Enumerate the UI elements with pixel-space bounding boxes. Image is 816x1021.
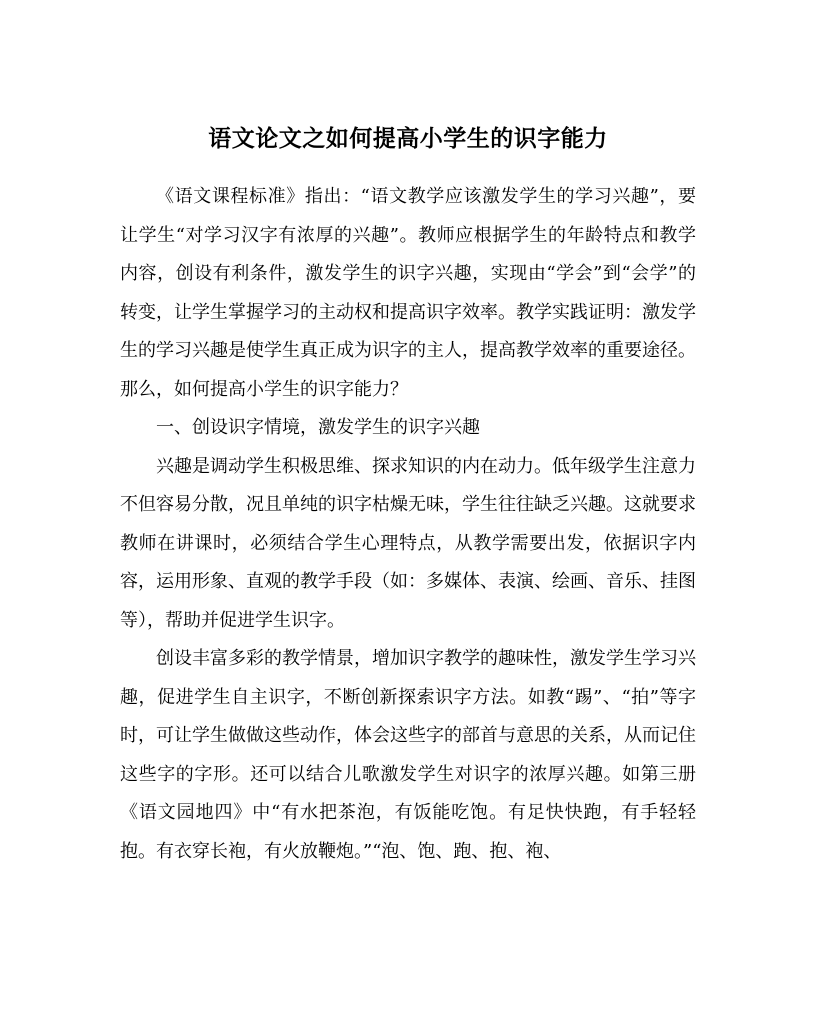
paragraph-scenarios: 创设丰富多彩的教学情景，增加识字教学的趣味性，激发学生学习兴趣，促进学生自主识字，不断创新探索识字方法。如教“踢”、“拍”等字时，可让学生做做这些动作，体会这些字的部首与意思的关系，从而记住这些字的字形。还可以结合儿歌激发学生对识字的浓厚兴趣。如第三册《语文园地四》中“有水把茶泡，有饭能吃饱。有足快快跑，有手轻轻抱。有衣穿长袍，有火放鞭炮。”“泡、饱、跑、抱、袍、 — [120, 648, 696, 862]
document-title: 语文论文之如何提高小学生的识字能力 — [208, 125, 608, 153]
section-heading-1: 一、创设识字情境，激发学生的识字兴趣 — [156, 417, 480, 438]
document-body — [120, 178, 696, 871]
paragraph-interest: 兴趣是调动学生积极思维、探求知识的内在动力。低年级学生注意力不但容易分散，况且单纯的识字枯燥无味，学生往往缺乏兴趣。这就要求教师在讲课时，必须结合学生心理特点，从教学需要出发，依据识字内容，运用形象、直观的教学手段（如：多媒体、表演、绘画、音乐、挂图等），帮助并促进学生识字。 — [120, 455, 696, 631]
paragraph-intro: 《语文课程标准》指出：“语文教学应该激发学生的学习兴趣”，要让学生“对学习汉字有浓厚的兴趣”。教师应根据学生的年龄特点和教学内容，创设有利条件，激发学生的识字兴趣，实现由“学会”到“会学”的转变，让学生掌握学习的主动权和提高识字效率。教学实践证明：激发学生的学习兴趣是使学生真正成为识字的主人，提高教学效率的重要途径。那么，如何提高小学生的识字能力？ — [120, 186, 696, 400]
